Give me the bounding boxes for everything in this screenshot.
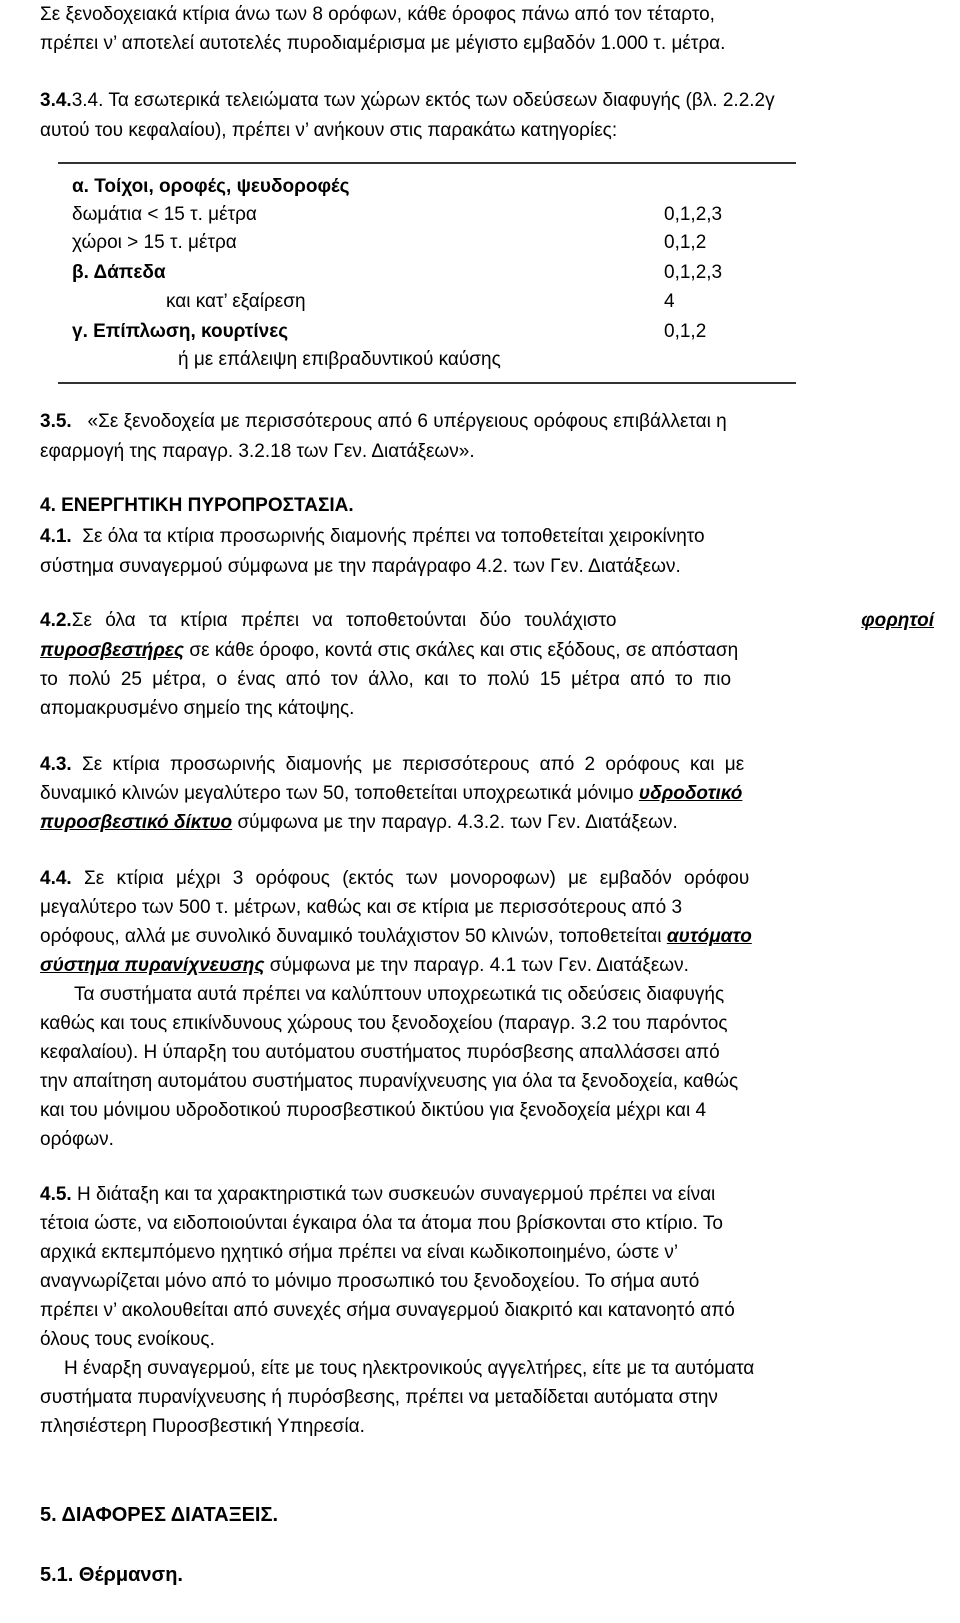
table-row-label: β. Δάπεδα: [72, 262, 166, 283]
section-3-4-line-1: [40, 86, 934, 115]
section-4-4-line-2: μεγαλύτερο των 500 τ. μέτρων, καθώς και σε κτίρια με περισσότερους από 3: [40, 897, 683, 918]
section-3-5-text: «Σε ξενοδοχεία με περισσότερους από 6 υπέργειους ορόφους επιβάλλεται η: [87, 411, 727, 432]
table-row-label: και κατ’ εξαίρεση: [166, 291, 306, 312]
table-row: [58, 200, 796, 228]
table-row: [58, 172, 796, 200]
table-row-value: 0,1,2: [664, 232, 707, 253]
section-4-5-line-3: αρχικά εκπεμπόμενο ηχητικό σήμα πρέπει να είναι κωδικοποιημένο, ώστε ν’: [40, 1242, 679, 1263]
intro-line-1: Σε ξενοδοχειακά κτίρια άνω των 8 ορόφων, κάθε όροφος πάνω από τον τέταρτο,: [40, 4, 715, 25]
emphasis-extinguishers: πυροσβεστήρες: [40, 640, 185, 661]
section-4-2-text: σε κάθε όροφο, κοντά στις σκάλες και στις εξόδους, σε απόσταση: [189, 640, 739, 661]
table-row: [58, 345, 796, 373]
section-4-3-line-1: [40, 750, 934, 779]
section-4-1-line-2: σύστημα συναγερμού σύμφωνα με την παράγραφο 4.2. των Γεν. Διατάξεων.: [40, 556, 681, 577]
section-3-5-line-1: [40, 407, 934, 436]
table-row-value: 0,1,2,3: [664, 262, 723, 283]
table-row-label: α. Τοίχοι, οροφές, ψευδοροφές: [72, 176, 350, 197]
table-row-label: γ. Επίπλωση, κουρτίνες: [72, 321, 289, 342]
section-4-2-intro: [40, 606, 616, 635]
section-4-5-line-4: αναγνωρίζεται μόνο από το μόνιμο προσωπικό του ξενοδοχείου. Το σήμα αυτό: [40, 1271, 700, 1292]
table-row-value: 0,1,2: [664, 321, 707, 342]
table-row: [58, 258, 796, 286]
section-number: 4.1.: [40, 526, 72, 547]
section-4-5-p2-line-1: Η έναρξη συναγερμού, είτε με τους ηλεκτρονικούς αγγελτήρες, είτε με τα αυτόματα: [64, 1358, 755, 1379]
section-4-3-text: Σε κτίρια προσωρινής διαμονής με περισσότερους από 2 ορόφους και με: [81, 754, 745, 775]
section-number: 4.2.: [40, 610, 72, 631]
emphasis-automatic: αυτόματο: [666, 926, 752, 947]
table-row: [58, 317, 796, 345]
section-4-2-line-1: [40, 606, 934, 635]
section-4-4-p2-line-5: και του μόνιμου υδροδοτικού πυροσβεστικού δικτύου για ξενοδοχεία μέχρι και 4: [40, 1100, 707, 1121]
table-row: [58, 228, 796, 256]
section-4-4-p2-line-1: Τα συστήματα αυτά πρέπει να καλύπτουν υποχρεωτικά τις οδεύσεις διαφυγής: [74, 984, 725, 1005]
emphasis-portable-extinguishers: φορητοί: [861, 610, 934, 631]
emphasis-hydrant: υδροδοτικό: [638, 783, 743, 804]
section-4-4-line-4: [40, 951, 934, 980]
section-4-5-line-6: όλους τους ενοίκους.: [40, 1329, 215, 1350]
table-row-label: ή με επάλειψη επιβραδυντικού καύσης: [178, 349, 501, 370]
section-4-5-line-1: [40, 1180, 934, 1209]
section-4-4-text: σύμφωνα με την παραγρ. 4.1 των Γεν. Διατάξεων.: [269, 955, 689, 976]
section-5-heading: 5. ΔΙΑΦΟΡΕΣ ΔΙΑΤΑΞΕΙΣ.: [40, 1504, 279, 1526]
section-4-2-line-3: το πολύ 25 μέτρα, ο ένας από τον άλλο, και το πολύ 15 μέτρα από το πιο: [40, 669, 732, 690]
section-number: 4.4.: [40, 868, 72, 889]
section-4-4-text: ορόφους, αλλά με συνολικό δυναμικό τουλάχιστον 50 κλινών, τοποθετείται: [40, 926, 662, 947]
section-4-4-line-1: [40, 864, 934, 893]
finishes-category-table: [58, 162, 796, 384]
section-4-4-line-3: [40, 922, 934, 951]
section-4-5-line-5: πρέπει ν’ ακολουθείται από συνεχές σήμα συναγερμού διακριτό και κατανοητό από: [40, 1300, 735, 1321]
section-number: 4.3.: [40, 754, 72, 775]
table-row-value: 0,1,2,3: [664, 204, 723, 225]
section-number: 4.5.: [40, 1184, 72, 1205]
section-4-1-text: Σε όλα τα κτίρια προσωρινής διαμονής πρέπει να τοποθετείται χειροκίνητο: [82, 526, 705, 547]
table-row-value: 4: [664, 291, 675, 312]
emphasis-fire-detection: σύστημα πυρανίχνευσης: [40, 955, 265, 976]
section-5-1-heading: 5.1. Θέρμανση.: [40, 1564, 183, 1586]
section-4-3-text: δυναμικό κλινών μεγαλύτερο των 50, τοποθετείται υποχρεωτικά μόνιμο: [40, 783, 634, 804]
table-row-label: χώροι > 15 τ. μέτρα: [72, 232, 237, 253]
section-4-5-text: Η διάταξη και τα χαρακτηριστικά των συσκευών συναγερμού πρέπει να είναι: [76, 1184, 716, 1205]
section-4-3-line-3: [40, 808, 934, 837]
section-3-4-line-2: αυτού του κεφαλαίου), πρέπει ν’ ανήκουν στις παρακάτω κατηγορίες:: [40, 120, 618, 141]
emphasis-fire-network: πυροσβεστικό δίκτυο: [40, 812, 233, 833]
table-row-label: δωμάτια < 15 τ. μέτρα: [72, 204, 257, 225]
section-3-5-line-2: εφαρμογή της παραγρ. 3.2.18 των Γεν. Διατάξεων».: [40, 441, 475, 462]
section-4-heading: 4. ΕΝΕΡΓΗΤΙΚΗ ΠΥΡΟΠΡΟΣΤΑΣΙΑ.: [40, 495, 354, 516]
section-3-4-text: 3.4. Τα εσωτερικά τελειώματα των χώρων εκτός των οδεύσεων διαφυγής (βλ. 2.2.2γ: [71, 90, 775, 111]
section-4-4-p2-line-2: καθώς και τους επικίνδυνους χώρους του ξενοδοχείου (παραγρ. 3.2 του παρόντος: [40, 1013, 728, 1034]
section-4-3-text: σύμφωνα με την παραγρ. 4.3.2. των Γεν. Διατάξεων.: [237, 812, 678, 833]
section-4-3-line-2: [40, 779, 934, 808]
section-number: 3.5.: [40, 411, 72, 432]
section-4-2-text: Σε όλα τα κτίρια πρέπει να τοποθετούνται δύο τουλάχιστο: [71, 610, 617, 631]
intro-line-2: πρέπει ν’ αποτελεί αυτοτελές πυροδιαμέρισμα με μέγιστο εμβαδόν 1.000 τ. μέτρα.: [40, 33, 726, 54]
section-4-2-line-4: απομακρυσμένο σημείο της κάτοψης.: [40, 698, 355, 719]
section-4-5-line-2: τέτοια ώστε, να ειδοποιούνται έγκαιρα όλα τα άτομα που βρίσκονται στο κτίριο. Το: [40, 1213, 723, 1234]
section-4-5-p2-line-2: συστήματα πυρανίχνευσης ή πυρόσβεσης, πρέπει να μεταδίδεται αυτόματα στην: [40, 1387, 718, 1408]
section-number: 3.4.: [40, 90, 72, 111]
section-4-4-p2-line-6: ορόφων.: [40, 1129, 114, 1150]
section-4-5-p2-line-3: πλησιέστερη Πυροσβεστική Υπηρεσία.: [40, 1416, 365, 1437]
section-4-1-line-1: [40, 522, 934, 551]
section-4-4-text: Σε κτίρια μέχρι 3 ορόφους (εκτός των μονοροφων) με εμβαδόν ορόφου: [83, 868, 750, 889]
table-row: [58, 287, 796, 315]
section-4-2-line-2: [40, 636, 934, 665]
section-4-4-p2-line-4: την απαίτηση αυτομάτου συστήματος πυρανίχνευσης για όλα τα ξενοδοχεία, καθώς: [40, 1071, 739, 1092]
section-4-4-p2-line-3: κεφαλαίου). Η ύπαρξη του αυτόματου συστήματος πυρόσβεσης απαλλάσσει από: [40, 1042, 720, 1063]
